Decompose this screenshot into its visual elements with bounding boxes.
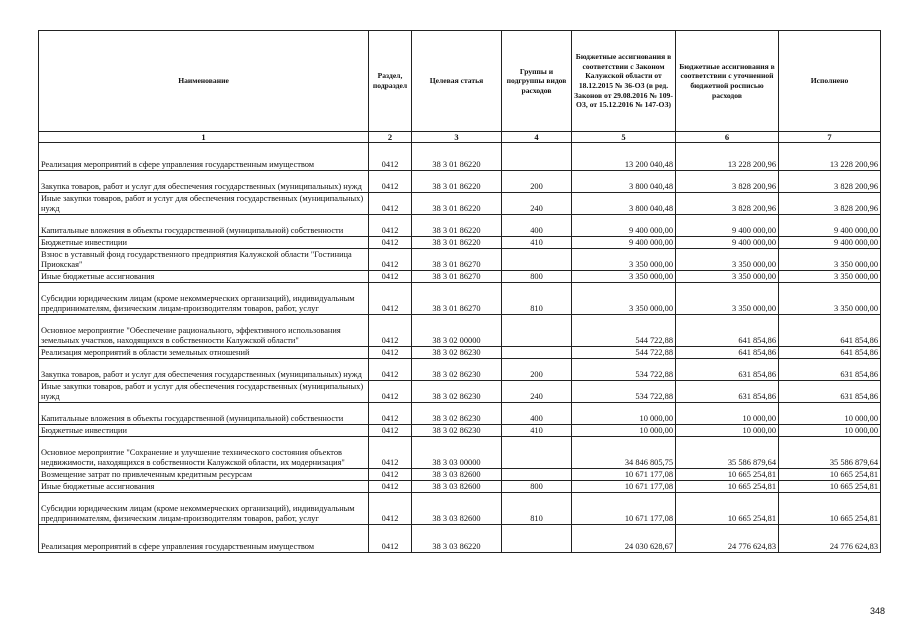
row-target: 38 3 03 00000 — [412, 437, 502, 469]
row-section: 0412 — [369, 437, 412, 469]
row-target: 38 3 01 86270 — [412, 271, 502, 283]
table-row — [39, 481, 881, 493]
row-target: 38 3 02 86230 — [412, 381, 502, 403]
budget-page — [38, 30, 880, 553]
row-name: Субсидии юридическим лицам (кроме некоммерческих организаций), индивидуальным предпринимателям, физическим лицам-производителям товаров, работ, услуг — [39, 283, 369, 315]
row-executed: 631 854,86 — [779, 381, 881, 403]
row-executed: 3 350 000,00 — [779, 249, 881, 271]
table-row — [39, 469, 881, 481]
row-refined: 3 350 000,00 — [676, 249, 779, 271]
row-budget: 10 671 177,08 — [572, 481, 676, 493]
column-number-row — [39, 132, 881, 143]
row-name: Иные бюджетные ассигнования — [39, 271, 369, 283]
row-target: 38 3 03 82600 — [412, 481, 502, 493]
row-group: 400 — [502, 215, 572, 237]
column-number: 1 — [39, 132, 369, 143]
row-name: Реализация мероприятий в сфере управления государственным имуществом — [39, 525, 369, 553]
row-target: 38 3 03 82600 — [412, 493, 502, 525]
row-group — [502, 315, 572, 347]
row-budget: 534 722,88 — [572, 381, 676, 403]
row-budget: 3 800 040,48 — [572, 193, 676, 215]
row-executed: 10 665 254,81 — [779, 469, 881, 481]
row-budget: 3 350 000,00 — [572, 271, 676, 283]
row-section: 0412 — [369, 381, 412, 403]
row-group: 800 — [502, 481, 572, 493]
row-group: 200 — [502, 171, 572, 193]
row-group: 240 — [502, 381, 572, 403]
row-refined: 10 665 254,81 — [676, 481, 779, 493]
row-executed: 10 000,00 — [779, 403, 881, 425]
table-row — [39, 493, 881, 525]
row-group — [502, 143, 572, 171]
row-name: Взнос в уставный фонд государственного предприятия Калужской области "Гостиница Приокская" — [39, 249, 369, 271]
row-budget: 544 722,88 — [572, 347, 676, 359]
row-name: Основное мероприятие "Сохранение и улучшение технического состояния объектов недвижимости, находящихся в собственности Калужской области, их модернизация" — [39, 437, 369, 469]
row-executed: 35 586 879,64 — [779, 437, 881, 469]
row-group — [502, 347, 572, 359]
row-target: 38 3 01 86220 — [412, 171, 502, 193]
table-row — [39, 193, 881, 215]
row-executed: 10 000,00 — [779, 425, 881, 437]
row-budget: 10 671 177,08 — [572, 469, 676, 481]
row-name: Закупка товаров, работ и услуг для обеспечения государственных (муниципальных) нужд — [39, 359, 369, 381]
table-row — [39, 171, 881, 193]
row-name: Бюджетные инвестиции — [39, 425, 369, 437]
row-target: 38 3 01 86220 — [412, 237, 502, 249]
table-row — [39, 425, 881, 437]
row-section: 0412 — [369, 403, 412, 425]
row-section: 0412 — [369, 359, 412, 381]
row-name: Бюджетные инвестиции — [39, 237, 369, 249]
row-refined: 641 854,86 — [676, 347, 779, 359]
table-row — [39, 525, 881, 553]
row-group — [502, 249, 572, 271]
row-executed: 13 228 200,96 — [779, 143, 881, 171]
row-section: 0412 — [369, 469, 412, 481]
row-section: 0412 — [369, 283, 412, 315]
row-budget: 10 000,00 — [572, 403, 676, 425]
row-budget: 534 722,88 — [572, 359, 676, 381]
column-number: 3 — [412, 132, 502, 143]
row-target: 38 3 02 00000 — [412, 315, 502, 347]
column-number: 2 — [369, 132, 412, 143]
row-executed: 10 665 254,81 — [779, 481, 881, 493]
row-executed: 631 854,86 — [779, 359, 881, 381]
row-target: 38 3 02 86230 — [412, 359, 502, 381]
row-name: Капитальные вложения в объекты государственной (муниципальной) собственности — [39, 215, 369, 237]
table-row — [39, 249, 881, 271]
table-row — [39, 347, 881, 359]
row-target: 38 3 01 86220 — [412, 193, 502, 215]
row-executed: 3 350 000,00 — [779, 271, 881, 283]
row-executed: 9 400 000,00 — [779, 237, 881, 249]
row-section: 0412 — [369, 249, 412, 271]
row-section: 0412 — [369, 493, 412, 525]
row-refined: 13 228 200,96 — [676, 143, 779, 171]
row-name: Реализация мероприятий в области земельных отношений — [39, 347, 369, 359]
row-target: 38 3 03 82600 — [412, 469, 502, 481]
row-section: 0412 — [369, 193, 412, 215]
row-budget: 24 030 628,67 — [572, 525, 676, 553]
row-name: Закупка товаров, работ и услуг для обеспечения государственных (муниципальных) нужд — [39, 171, 369, 193]
table-row — [39, 283, 881, 315]
row-target: 38 3 03 86220 — [412, 525, 502, 553]
row-refined: 3 350 000,00 — [676, 271, 779, 283]
column-number: 7 — [779, 132, 881, 143]
row-section: 0412 — [369, 347, 412, 359]
row-section: 0412 — [369, 315, 412, 347]
row-section: 0412 — [369, 237, 412, 249]
row-name: Иные закупки товаров, работ и услуг для обеспечения государственных (муниципальных) нужд — [39, 381, 369, 403]
column-number: 4 — [502, 132, 572, 143]
row-target: 38 3 01 86270 — [412, 283, 502, 315]
row-refined: 631 854,86 — [676, 381, 779, 403]
row-section: 0412 — [369, 215, 412, 237]
header-section: Раздел, подраздел — [369, 31, 412, 132]
row-budget: 34 846 805,75 — [572, 437, 676, 469]
row-group: 240 — [502, 193, 572, 215]
row-name: Иные бюджетные ассигнования — [39, 481, 369, 493]
row-executed: 3 828 200,96 — [779, 171, 881, 193]
row-budget: 10 000,00 — [572, 425, 676, 437]
table-row — [39, 237, 881, 249]
row-budget: 3 800 040,48 — [572, 171, 676, 193]
header-name: Наименование — [39, 31, 369, 132]
row-group — [502, 437, 572, 469]
row-refined: 10 665 254,81 — [676, 493, 779, 525]
header-target: Целевая статья — [412, 31, 502, 132]
row-target: 38 3 02 86230 — [412, 347, 502, 359]
row-budget: 13 200 040,48 — [572, 143, 676, 171]
column-number: 5 — [572, 132, 676, 143]
row-name: Субсидии юридическим лицам (кроме некоммерческих организаций), индивидуальным предпринимателям, физическим лицам-производителям товаров, работ, услуг — [39, 493, 369, 525]
page-number: 348 — [869, 606, 885, 616]
row-refined: 10 000,00 — [676, 425, 779, 437]
row-target: 38 3 02 86230 — [412, 403, 502, 425]
row-executed: 3 350 000,00 — [779, 283, 881, 315]
row-refined: 9 400 000,00 — [676, 237, 779, 249]
table-row — [39, 271, 881, 283]
row-group: 810 — [502, 283, 572, 315]
header-refined: Бюджетные ассигнования в соответствии с уточненной бюджетной росписью расходов — [676, 31, 779, 132]
table-row — [39, 437, 881, 469]
row-refined: 641 854,86 — [676, 315, 779, 347]
row-group: 810 — [502, 493, 572, 525]
row-name: Реализация мероприятий в сфере управления государственным имуществом — [39, 143, 369, 171]
row-group: 410 — [502, 425, 572, 437]
table-row — [39, 381, 881, 403]
row-section: 0412 — [369, 143, 412, 171]
row-section: 0412 — [369, 525, 412, 553]
row-name: Возмещение затрат по привлеченным кредитным ресурсам — [39, 469, 369, 481]
table-row — [39, 403, 881, 425]
row-group: 800 — [502, 271, 572, 283]
row-budget: 10 671 177,08 — [572, 493, 676, 525]
row-refined: 9 400 000,00 — [676, 215, 779, 237]
row-refined: 35 586 879,64 — [676, 437, 779, 469]
row-refined: 10 665 254,81 — [676, 469, 779, 481]
budget-table — [38, 30, 881, 553]
row-budget: 9 400 000,00 — [572, 237, 676, 249]
row-target: 38 3 01 86270 — [412, 249, 502, 271]
row-refined: 3 828 200,96 — [676, 171, 779, 193]
table-row — [39, 215, 881, 237]
header-executed: Исполнено — [779, 31, 881, 132]
row-executed: 641 854,86 — [779, 347, 881, 359]
row-target: 38 3 01 86220 — [412, 143, 502, 171]
row-name: Иные закупки товаров, работ и услуг для обеспечения государственных (муниципальных) нужд — [39, 193, 369, 215]
row-executed: 10 665 254,81 — [779, 493, 881, 525]
row-budget: 3 350 000,00 — [572, 283, 676, 315]
row-group — [502, 525, 572, 553]
header-budget: Бюджетные ассигнования в соответствии с Законом Калужской области от 18.12.2015 № 36-ОЗ (в ред. Законов от 29.08.2016 № 109-ОЗ, от 15.12.2016 № 147-ОЗ) — [572, 31, 676, 132]
row-budget: 9 400 000,00 — [572, 215, 676, 237]
row-section: 0412 — [369, 171, 412, 193]
row-refined: 631 854,86 — [676, 359, 779, 381]
table-row — [39, 143, 881, 171]
row-group: 200 — [502, 359, 572, 381]
table-header-row — [39, 31, 881, 132]
row-name: Основное мероприятие "Обеспечение рационального, эффективного использования земельных участков, находящихся в собственности Калужской области" — [39, 315, 369, 347]
row-group: 400 — [502, 403, 572, 425]
row-refined: 3 350 000,00 — [676, 283, 779, 315]
table-row — [39, 359, 881, 381]
row-executed: 641 854,86 — [779, 315, 881, 347]
row-group — [502, 469, 572, 481]
row-executed: 9 400 000,00 — [779, 215, 881, 237]
header-group: Группы и подгруппы видов расходов — [502, 31, 572, 132]
row-executed: 24 776 624,83 — [779, 525, 881, 553]
column-number: 6 — [676, 132, 779, 143]
row-refined: 10 000,00 — [676, 403, 779, 425]
row-budget: 3 350 000,00 — [572, 249, 676, 271]
row-section: 0412 — [369, 425, 412, 437]
row-executed: 3 828 200,96 — [779, 193, 881, 215]
row-section: 0412 — [369, 481, 412, 493]
row-refined: 3 828 200,96 — [676, 193, 779, 215]
row-group: 410 — [502, 237, 572, 249]
table-row — [39, 315, 881, 347]
row-target: 38 3 02 86230 — [412, 425, 502, 437]
row-refined: 24 776 624,83 — [676, 525, 779, 553]
row-budget: 544 722,88 — [572, 315, 676, 347]
row-target: 38 3 01 86220 — [412, 215, 502, 237]
row-name: Капитальные вложения в объекты государственной (муниципальной) собственности — [39, 403, 369, 425]
row-section: 0412 — [369, 271, 412, 283]
